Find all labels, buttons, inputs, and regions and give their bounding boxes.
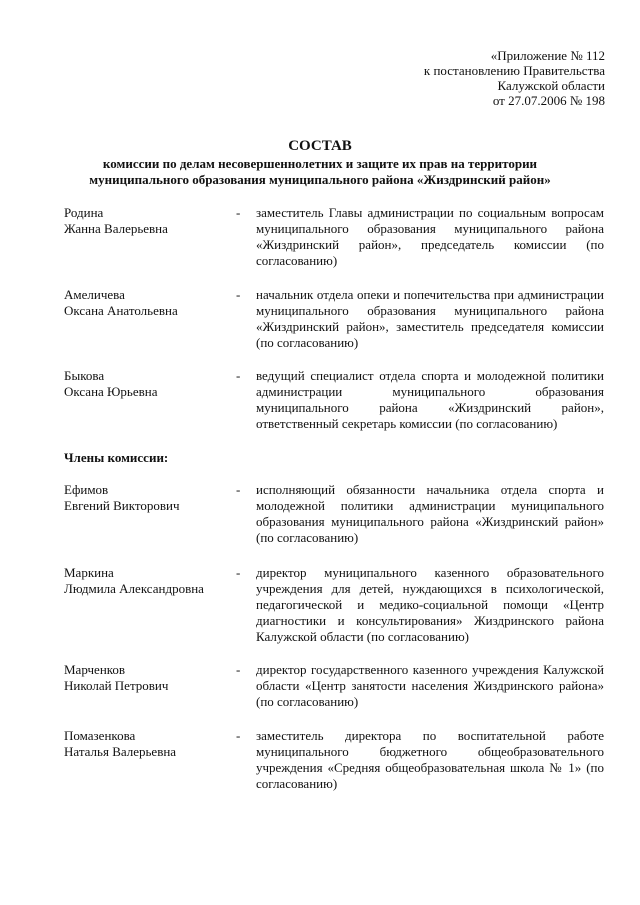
person-given-name: Людмила Александровна — [64, 581, 204, 596]
dash-separator: - — [236, 368, 241, 383]
appendix-line-2: к постановлению Правительства — [423, 63, 605, 78]
person-name — [64, 565, 234, 597]
person-role: заместитель директора по воспитательной работе муниципального бюджетного общеобразовательного учреждения «Средняя общеобразовательная школа № 1» (по согласованию) — [256, 728, 604, 791]
person-name — [64, 662, 234, 694]
person-role: начальник отдела опеки и попечительства при администрации муниципального образования муниципального района «Жиздринский район», заместитель председателя комиссии (по согласованию) — [256, 287, 604, 350]
document-title: СОСТАВ — [288, 138, 352, 154]
person-given-name: Николай Петрович — [64, 678, 169, 693]
person-given-name: Жанна Валерьевна — [64, 221, 168, 236]
person-role: заместитель Главы администрации по социальным вопросам муниципального образования муниципального района «Жиздринский район», председатель комиссии (по согласованию) — [256, 205, 604, 268]
subtitle-line-2: муниципального образования муниципального района «Жиздринский район» — [89, 172, 551, 187]
person-role: исполняющий обязанности начальника отдела спорта и молодежной политики администрации муниципального образования муниципального района «Жиздринский район» (по согласованию) — [256, 482, 604, 545]
dash-separator: - — [236, 662, 241, 677]
appendix-line-4: от 27.07.2006 № 198 — [492, 93, 605, 108]
person-name — [64, 482, 234, 514]
dash-separator: - — [236, 205, 241, 220]
person-name — [64, 728, 234, 760]
person-surname: Ефимов — [64, 482, 109, 497]
dash-separator: - — [236, 482, 241, 497]
person-name — [64, 205, 234, 237]
appendix-line-3: Калужской области — [497, 78, 605, 93]
person-name — [64, 287, 234, 319]
person-surname: Маркина — [64, 565, 114, 580]
person-surname: Родина — [64, 205, 104, 220]
person-surname: Амеличева — [64, 287, 125, 302]
document-subtitle — [40, 156, 600, 188]
person-given-name: Оксана Анатольевна — [64, 303, 178, 318]
person-role: ведущий специалист отдела спорта и молодежной политики администрации муниципального образования муниципального района «Жиздринский район», ответственный секретарь комиссии (по согласованию) — [256, 368, 604, 431]
person-role: директор муниципального казенного образовательного учреждения для детей, нуждающихся в психологической, педагогической и медико-социальной помощи «Центр диагностики и консультирования» Жиздринского района Калужской области (по согласованию) — [256, 565, 604, 644]
dash-separator: - — [236, 728, 241, 743]
person-given-name: Оксана Юрьевна — [64, 384, 158, 399]
dash-separator: - — [236, 287, 241, 302]
dash-separator: - — [236, 565, 241, 580]
members-header: Члены комиссии: — [64, 450, 169, 465]
person-name — [64, 368, 234, 400]
subtitle-line-1: комиссии по делам несовершеннолетних и защите их прав на территории — [102, 156, 538, 171]
person-role: директор государственного казенного учреждения Калужской области «Центр занятости населения Жиздринского района» (по согласованию) — [256, 662, 604, 709]
appendix-header — [345, 48, 605, 108]
person-given-name: Евгений Викторович — [64, 498, 180, 513]
person-surname: Помазенкова — [64, 728, 136, 743]
person-surname: Марченков — [64, 662, 126, 677]
person-surname: Быкова — [64, 368, 105, 383]
person-given-name: Наталья Валерьевна — [64, 744, 177, 759]
appendix-line-1: «Приложение № 112 — [490, 48, 605, 63]
